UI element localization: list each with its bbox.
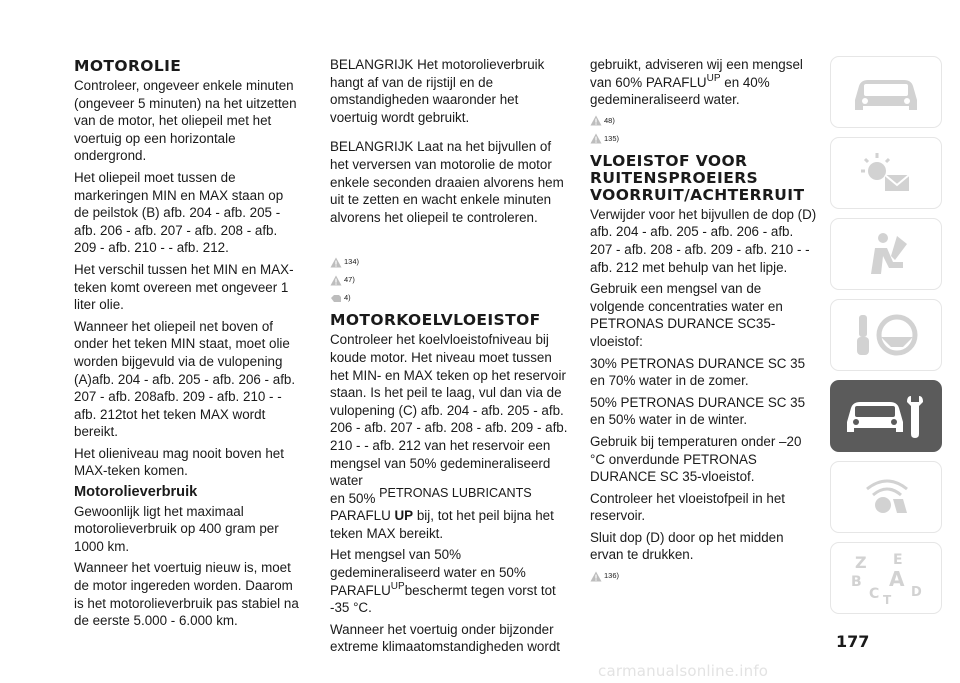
column-3 xyxy=(590,56,818,586)
index-letter: B xyxy=(851,574,862,590)
heading-vloeistof-ruitensproeiers: VLOEISTOF VOOR RUITENSPROEIERS VOORRUIT/ACHTERRUIT xyxy=(590,151,805,204)
paragraph: Het verschil tussen het MIN en MAX-teken komt overeen met ongeveer 1 liter olie. xyxy=(74,261,294,313)
index-letter: Z xyxy=(855,553,867,572)
column-2 xyxy=(330,56,568,660)
paragraph: Controleer het koelvloeistofniveau bij koude motor. Het niveau moet tussen het MIN- en MAX teken op het reservoir staan. Is het peil te laag, vul dan via de vulopening (C) afb. 204 - afb. 205 - afb. 206 - afb. 207 - afb. 208 - afb. 209 - afb. 210 - - afb. 212 van het reservoir een mengsel van 50% gedemineraliseerd water xyxy=(330,332,568,489)
paragraph: Sluit dop (D) door op het midden ervan te drukken. xyxy=(590,529,784,563)
chapter-tab-emergency[interactable] xyxy=(830,461,942,533)
text-span: Het mengsel van 50% gedemineraliseerd water en 50% PARAFLU xyxy=(330,547,526,598)
chapter-sidebar xyxy=(830,56,942,623)
warning-number: 134) xyxy=(344,257,360,267)
warning-number: 136) xyxy=(604,571,620,581)
chapter-tab-dashboard[interactable] xyxy=(830,137,942,209)
chapter-tab-maintenance[interactable] xyxy=(830,380,942,452)
paragraph: Wanneer het oliepeil net boven of onder het teken MIN staat, moet olie worden bijgevuld via de vulopening (A)afb. 204 - afb. 205 - afb. 206 - afb. 207 - afb. 208afb. 209 - afb. 210 - - afb. 212tot het teken MAX wordt bereikt. xyxy=(74,318,296,440)
index-letter: A xyxy=(889,567,905,591)
hand-note-icon xyxy=(330,293,342,304)
warning-reference xyxy=(330,254,568,270)
brand-suffix: UP xyxy=(706,72,721,84)
text-span: en 40% gedemineraliseerd water. xyxy=(590,74,770,108)
note-number: 4) xyxy=(344,293,351,303)
warning-number: 135) xyxy=(604,133,620,143)
paragraph: Het oliepeil moet tussen de markeringen MIN en MAX staan op de peilstok (B) afb. 204 - afb. 205 - afb. 206 - afb. 207 - afb. 208 - afb. 209 - afb. 210 - - afb. 212. xyxy=(74,169,284,256)
warning-reference xyxy=(590,131,818,147)
chapter-tab-starting-driving[interactable] xyxy=(830,299,942,371)
index-letters-icon xyxy=(841,550,931,606)
index-letter: T xyxy=(883,593,892,606)
chapter-tab-vehicle[interactable] xyxy=(830,56,942,128)
warning-triangle-icon xyxy=(330,275,342,286)
paragraph: BELANGRIJK Het motorolieverbruik hangt af van de rijstijl en de omstandigheden waaronder het voertuig wordt gebruikt. xyxy=(330,57,545,125)
warning-reference xyxy=(590,113,818,129)
warning-number: 48) xyxy=(604,115,615,125)
paragraph: 50% PETRONAS DURANCE SC 35 en 50% water in de winter. xyxy=(590,394,806,428)
text-span: en 50% xyxy=(330,490,376,506)
note-reference xyxy=(330,290,568,306)
warning-triangle-icon xyxy=(590,571,602,582)
index-letter: C xyxy=(869,586,880,602)
subheading-motorolieverbruik: Motorolieverbruik xyxy=(74,484,198,501)
page-number: 177 xyxy=(836,632,870,651)
paragraph: BELANGRIJK Laat na het bijvullen of het verversen van motorolie de motor enkele seconden draaien alvorens hem uit te zetten en wacht enkele minuten alvorens het oliepeil te controleren. xyxy=(330,139,564,225)
paragraph: Gewoonlijk ligt het maximaal motorolieverbruik op 400 gram per 1000 km. xyxy=(74,503,279,554)
paragraph xyxy=(330,546,568,616)
chapter-tab-safety[interactable] xyxy=(830,218,942,290)
column-1 xyxy=(74,58,300,634)
warning-number: 47) xyxy=(344,275,355,285)
paragraph: 30% PETRONAS DURANCE SC 35 en 70% water in de zomer. xyxy=(590,355,806,389)
safety-airbag-icon xyxy=(841,226,931,282)
brand-suffix: UP xyxy=(390,580,405,592)
index-letter: E xyxy=(893,552,903,568)
emergency-icon xyxy=(841,469,931,525)
chapter-tab-index[interactable] xyxy=(830,542,942,614)
brand-text: PARAFLU xyxy=(330,508,391,524)
brand-text: PETRONAS LUBRICANTS xyxy=(379,485,532,500)
paragraph: Wanneer het voertuig onder bijzonder extreme klimaatomstandigheden wordt xyxy=(330,621,560,655)
paragraph xyxy=(330,507,568,542)
watermark: carmanualsonline.info xyxy=(598,662,769,680)
brand-suffix: UP xyxy=(394,508,414,524)
car-icon xyxy=(841,64,931,120)
paragraph: Verwijder voor het bijvullen de dop (D) afb. 204 - afb. 205 - afb. 206 - afb. 207 - afb. 208 - afb. 209 - afb. 210 - - afb. 212 met behulp van het lipje. xyxy=(590,206,817,275)
paragraph xyxy=(590,56,818,109)
paragraph: Wanneer het voertuig nieuw is, moet de motor ingereden worden. Daarom is het motorolieverbruik pas stabiel na de eerste 5.000 - 6.000 km. xyxy=(74,560,299,629)
dashboard-lights-icon xyxy=(841,145,931,201)
index-letter: D xyxy=(911,585,922,600)
paragraph: Controleer, ongeveer enkele minuten (ongeveer 5 minuten) na het uitzetten van de motor, het oliepeil met het voertuig op een horizontale ondergrond. xyxy=(74,78,297,164)
key-steering-wheel-icon xyxy=(841,307,931,363)
car-wrench-icon xyxy=(841,388,931,444)
paragraph: Controleer het vloeistofpeil in het reservoir. xyxy=(590,490,786,524)
text-span: bij, tot het peil bijna het teken MAX bereikt. xyxy=(330,508,554,541)
heading-motorolie: MOTOROLIE xyxy=(74,57,182,75)
warning-reference xyxy=(590,568,818,584)
heading-motorkoelvloeistof: MOTORKOELVLOEISTOF xyxy=(330,311,541,330)
warning-reference xyxy=(330,272,568,288)
paragraph xyxy=(330,485,568,508)
text-span: gebruikt, adviseren wij een mengsel van 60% PARAFLU xyxy=(590,57,803,90)
text-span: beschermt tegen vorst tot -35 °C. xyxy=(330,582,556,616)
warning-triangle-icon xyxy=(330,257,342,268)
paragraph: Gebruik een mengsel van de volgende concentraties water en PETRONAS DURANCE SC35-vloeistof: xyxy=(590,281,783,349)
warning-triangle-icon xyxy=(590,115,602,126)
paragraph: Gebruik bij temperaturen onder –20 °C onverdunde PETRONAS DURANCE SC 35-vloeistof. xyxy=(590,433,802,485)
paragraph: Het olieniveau mag nooit boven het MAX-teken komen. xyxy=(74,445,284,479)
warning-triangle-icon xyxy=(590,133,602,144)
